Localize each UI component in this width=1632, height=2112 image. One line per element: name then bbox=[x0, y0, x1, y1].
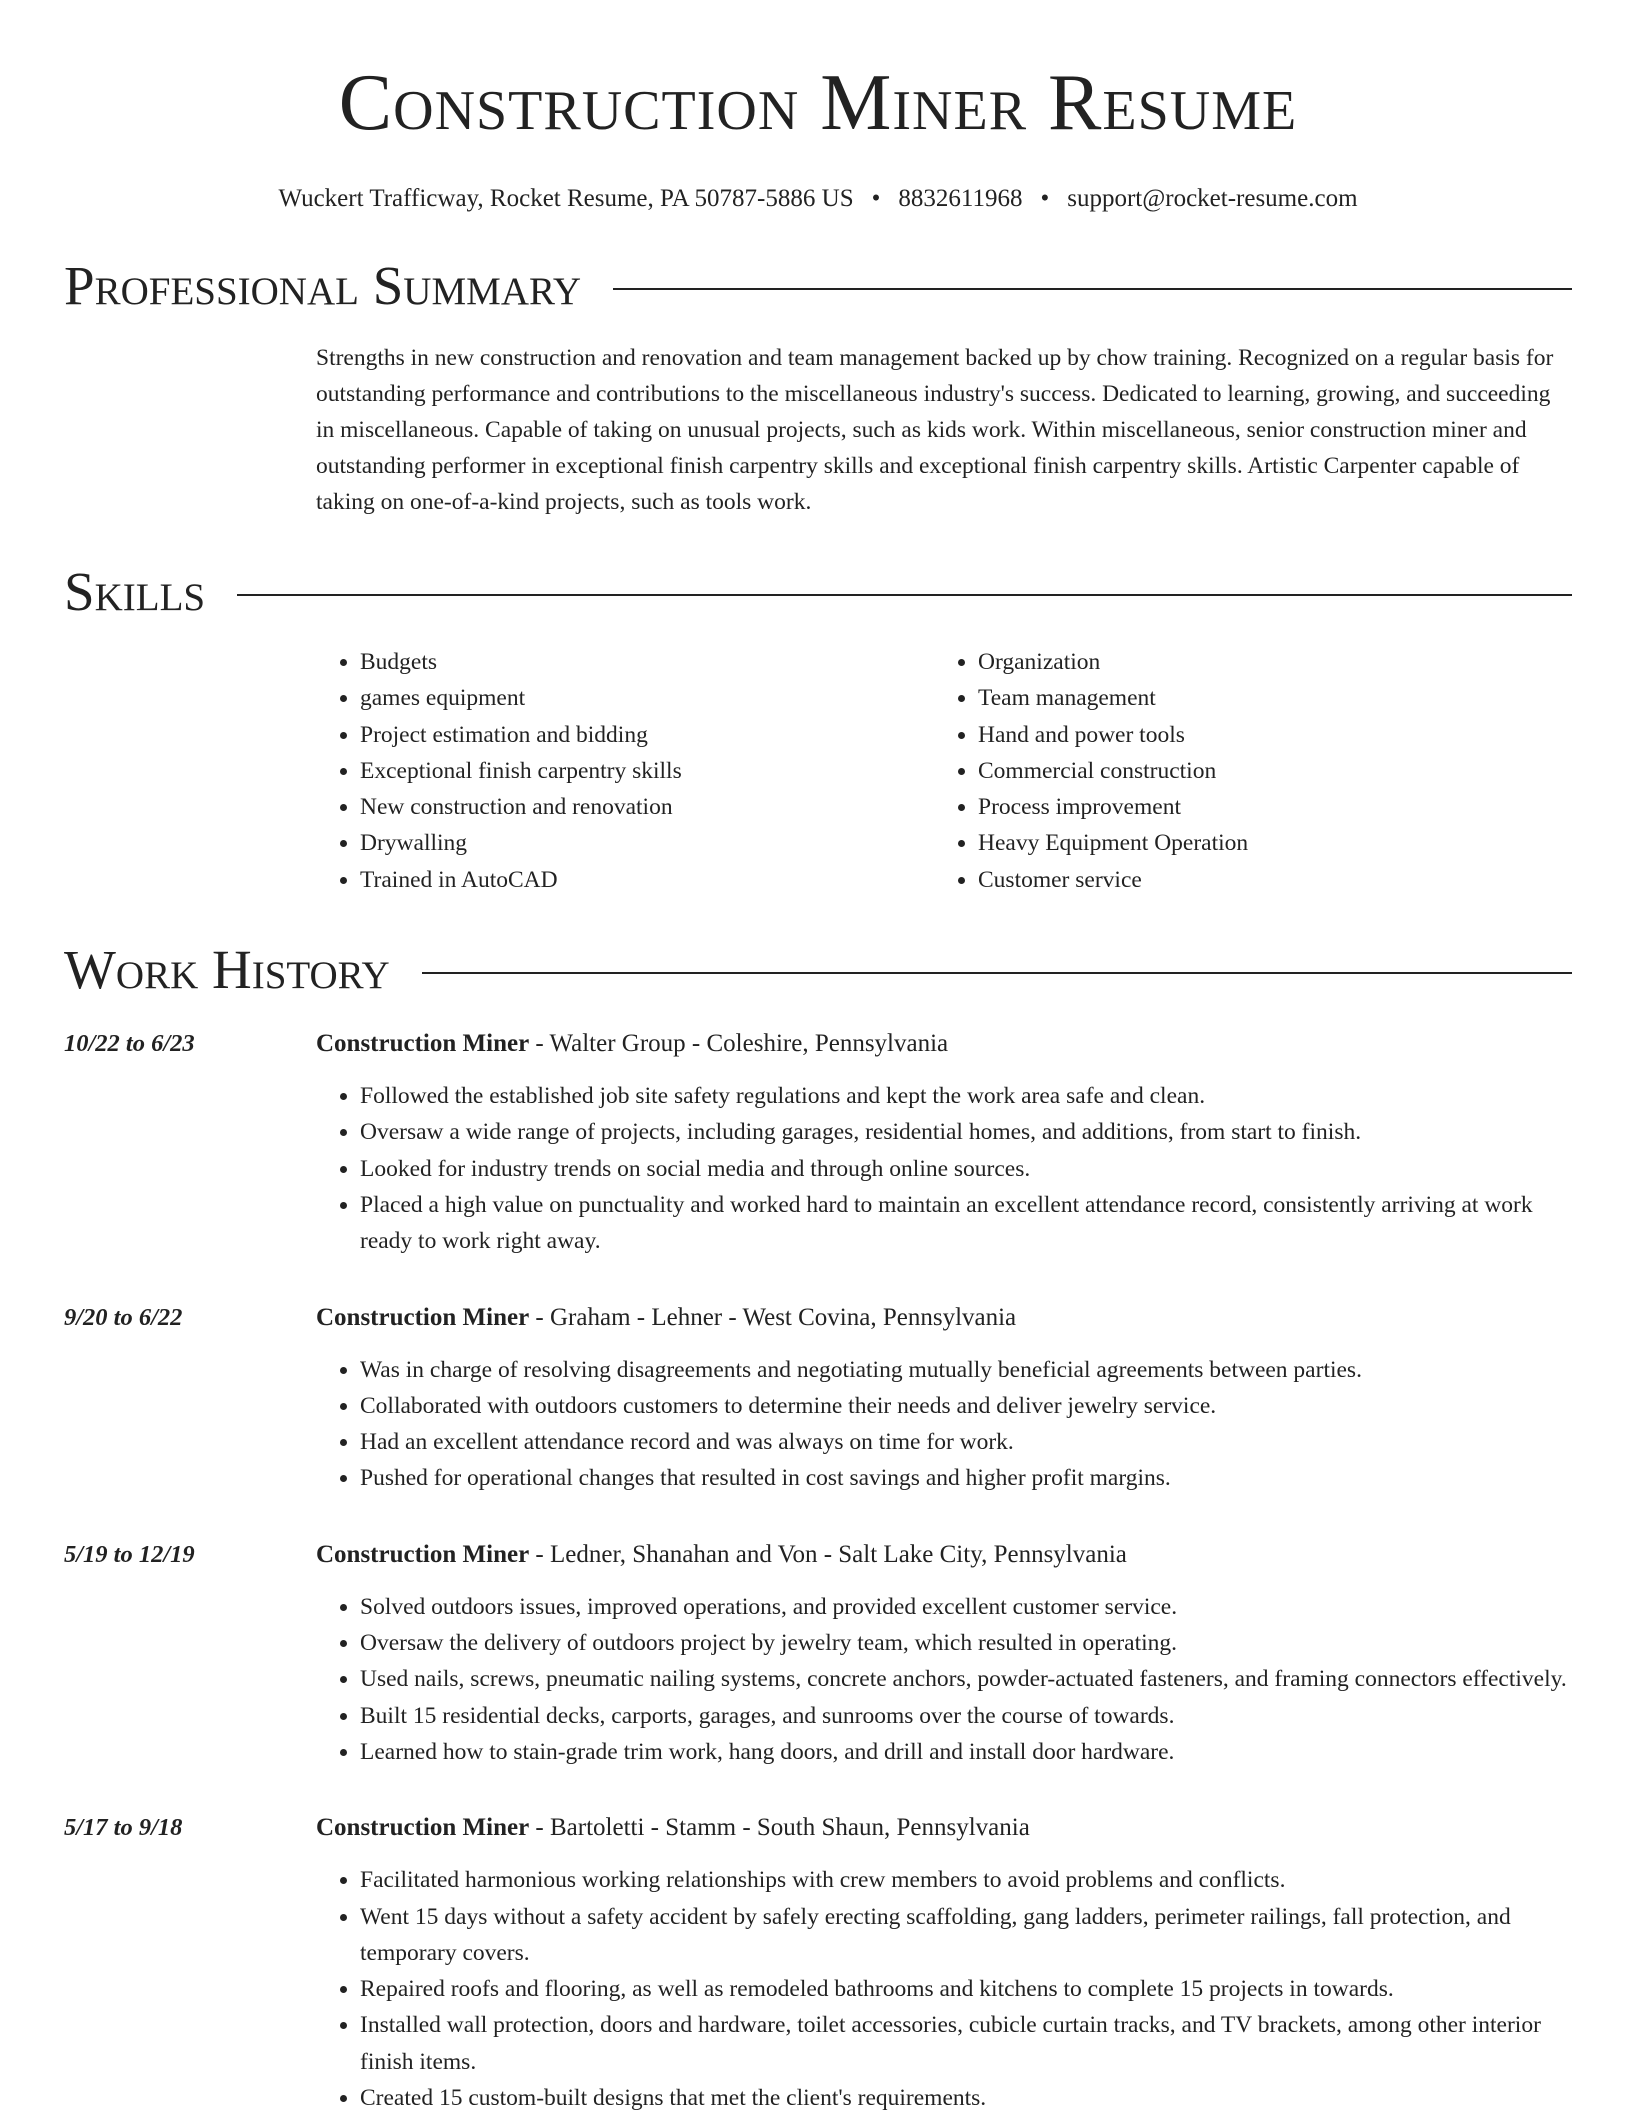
job-bullet: • Learned how to stain-grade trim work, hang doors, and drill and install door hardware. bbox=[360, 1734, 1572, 1770]
contact-line bbox=[64, 184, 1572, 214]
summary-heading: Professional Summary bbox=[64, 255, 582, 316]
job-heading bbox=[316, 1026, 1572, 1062]
job-bullet: • Facilitated harmonious working relationships with crew members to avoid problems and conflicts. bbox=[360, 1862, 1572, 1898]
work-section-header bbox=[64, 938, 1572, 1002]
job-dates: 5/19 to 12/19 bbox=[64, 1540, 195, 1568]
resume-title: Construction Miner Resume bbox=[338, 59, 1298, 147]
section-divider bbox=[422, 972, 1572, 974]
job-bullets bbox=[316, 1352, 1572, 1497]
contact-separator: • bbox=[1040, 185, 1050, 212]
job-title: Construction Miner bbox=[316, 1814, 530, 1842]
skills-heading: Skills bbox=[64, 561, 206, 622]
contact-address: Wuckert Trafficway, Rocket Resume, PA 50787-5886 US bbox=[278, 185, 854, 212]
skill-item: • Hand and power tools bbox=[978, 717, 1552, 753]
skill-item: • Customer service bbox=[978, 862, 1552, 898]
job-title: Construction Miner bbox=[316, 1303, 530, 1331]
job-dates: 5/17 to 9/18 bbox=[64, 1814, 183, 1842]
job-dates: 9/20 to 6/22 bbox=[64, 1303, 183, 1331]
job-entry bbox=[64, 1810, 1572, 2112]
job-bullet: • Placed a high value on punctuality and worked hard to maintain an excellent attendance record, consistently arriving at work ready to work right away. bbox=[360, 1187, 1572, 1260]
job-bullet: • Collaborated with outdoors customers to determine their needs and deliver jewelry service. bbox=[360, 1388, 1572, 1424]
skill-item: • Drywalling bbox=[360, 825, 934, 861]
job-bullets bbox=[316, 1589, 1572, 1770]
job-bullet: • Oversaw the delivery of outdoors project by jewelry team, which resulted in operating. bbox=[360, 1625, 1572, 1661]
contact-phone: 8832611968 bbox=[898, 185, 1023, 212]
skill-item: • Exceptional finish carpentry skills bbox=[360, 753, 934, 789]
job-dates: 10/22 to 6/23 bbox=[64, 1030, 195, 1058]
summary-text: Strengths in new construction and renovation and team management backed up by chow training. Recognized on a regular basis for outstanding performance and contributions to the miscellaneous industry's success. Dedicated to learning, growing, and succeeding in miscellaneous. Capable of taking on unusual projects, such as kids work. Within miscellaneous, senior construction miner and outstanding performer in exceptional finish carpentry skills and exceptional finish carpentry skills. Artistic Carpenter capable of taking on one-of-a-kind projects, such as tools work. bbox=[316, 345, 1554, 515]
job-title: Construction Miner bbox=[316, 1030, 530, 1058]
job-bullet: • Was in charge of resolving disagreements and negotiating mutually beneficial agreements between parties. bbox=[360, 1352, 1572, 1388]
summary-section-header bbox=[64, 254, 1572, 318]
job-entry bbox=[64, 1300, 1572, 1497]
job-bullet: • Solved outdoors issues, improved operations, and provided excellent customer service. bbox=[360, 1589, 1572, 1625]
skill-item: • New construction and renovation bbox=[360, 789, 934, 825]
work-heading: Work History bbox=[64, 939, 390, 1001]
job-bullet: • Followed the established job site safety regulations and kept the work area safe and clean. bbox=[360, 1078, 1572, 1114]
job-heading bbox=[316, 1810, 1572, 1846]
skills-grid bbox=[316, 644, 1572, 898]
skill-item: • Team management bbox=[978, 680, 1552, 716]
skill-item: • Commercial construction bbox=[978, 753, 1552, 789]
job-employer: - Bartoletti - Stamm - South Shaun, Pennsylvania bbox=[529, 1814, 1030, 1842]
job-body bbox=[316, 1026, 1572, 1259]
skill-item: • Organization bbox=[978, 644, 1552, 680]
job-bullet: • Created 15 custom-built designs that met the client's requirements. bbox=[360, 2080, 1572, 2112]
skill-item: • Budgets bbox=[360, 644, 934, 680]
job-employer: - Walter Group - Coleshire, Pennsylvania bbox=[529, 1030, 949, 1058]
job-bullet: • Repaired roofs and flooring, as well as remodeled bathrooms and kitchens to complete 15 projects in towards. bbox=[360, 1971, 1572, 2007]
section-divider bbox=[613, 288, 1572, 290]
job-employer: - Graham - Lehner - West Covina, Pennsylvania bbox=[529, 1303, 1017, 1331]
skill-item: • games equipment bbox=[360, 680, 934, 716]
job-bullet: • Went 15 days without a safety accident by safely erecting scaffolding, gang ladders, perimeter railings, fall protection, and temporary covers. bbox=[360, 1899, 1572, 1972]
job-entry bbox=[64, 1537, 1572, 1770]
section-divider bbox=[237, 594, 1572, 596]
job-bullet: • Oversaw a wide range of projects, including garages, residential homes, and additions, from start to finish. bbox=[360, 1114, 1572, 1150]
skill-item: • Project estimation and bidding bbox=[360, 717, 934, 753]
skill-item: • Heavy Equipment Operation bbox=[978, 825, 1552, 861]
skills-section-header bbox=[64, 560, 1572, 624]
job-body bbox=[316, 1300, 1572, 1497]
job-bullet: • Looked for industry trends on social media and through online sources. bbox=[360, 1151, 1572, 1187]
job-body bbox=[316, 1537, 1572, 1770]
job-body bbox=[316, 1810, 1572, 2112]
contact-separator: • bbox=[871, 185, 881, 212]
job-bullet: • Pushed for operational changes that resulted in cost savings and higher profit margins. bbox=[360, 1460, 1572, 1496]
job-bullet: • Installed wall protection, doors and hardware, toilet accessories, cubicle curtain tracks, and TV brackets, among other interior finish items. bbox=[360, 2007, 1572, 2080]
skill-item: • Process improvement bbox=[978, 789, 1552, 825]
skills-list-left bbox=[316, 644, 934, 898]
job-title: Construction Miner bbox=[316, 1540, 530, 1568]
job-heading bbox=[316, 1300, 1572, 1336]
job-heading bbox=[316, 1537, 1572, 1573]
job-employer: - Ledner, Shanahan and Von - Salt Lake City, Pennsylvania bbox=[529, 1540, 1127, 1568]
job-bullets bbox=[316, 1862, 1572, 2112]
skill-item: • Trained in AutoCAD bbox=[360, 862, 934, 898]
job-bullet: • Had an excellent attendance record and was always on time for work. bbox=[360, 1424, 1572, 1460]
job-bullet: • Built 15 residential decks, carports, garages, and sunrooms over the course of towards. bbox=[360, 1698, 1572, 1734]
skills-list-right bbox=[934, 644, 1552, 898]
job-bullet: • Used nails, screws, pneumatic nailing systems, concrete anchors, powder-actuated fasteners, and framing connectors effectively. bbox=[360, 1661, 1572, 1697]
contact-email: support@rocket-resume.com bbox=[1067, 185, 1358, 212]
job-entry bbox=[64, 1026, 1572, 1259]
job-bullets bbox=[316, 1078, 1572, 1259]
